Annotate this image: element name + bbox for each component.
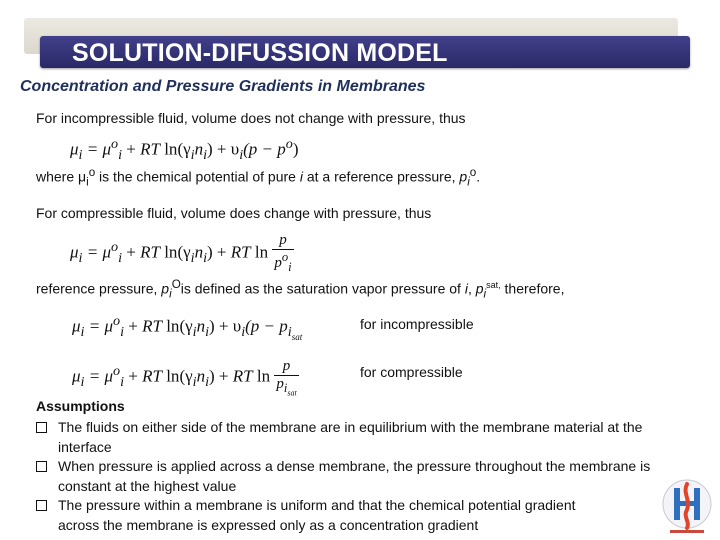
eq-symbol: (p − p: [245, 316, 288, 336]
eq-sup: o: [285, 136, 293, 152]
eq-symbol: RT: [140, 139, 160, 159]
text-part: is defined as the saturation vapor pressure of: [180, 280, 465, 297]
eq-symbol: + υ: [212, 139, 240, 159]
text-saturation-pressure: [36, 278, 564, 300]
eq-sup: o: [111, 238, 119, 255]
eq-symbol: n: [196, 366, 206, 386]
equation-compressible-general: [70, 232, 294, 275]
eq-sub: i: [120, 374, 125, 391]
text-compressible-intro: For compressible fluid, volume does change with pressure, thus: [36, 205, 432, 221]
eq-symbol: = μ: [82, 139, 111, 159]
eq-sub: i: [192, 374, 197, 391]
eq-symbol: +: [214, 366, 233, 386]
text-part: reference pressure,: [36, 280, 162, 297]
eq-sup: o: [281, 250, 289, 264]
eq-sub: [283, 381, 297, 398]
text-italic: p: [459, 168, 468, 185]
eq-sub: [288, 324, 302, 340]
text-sup: o: [88, 166, 96, 179]
equation-compressible-saturation: [72, 358, 299, 398]
eq-symbol: ): [209, 316, 215, 336]
text-sup: sat,: [486, 280, 501, 290]
assumptions-heading: Assumptions: [36, 398, 125, 414]
eq-sub: i: [239, 147, 244, 164]
text-italic: i: [299, 168, 303, 185]
eq-symbol: ln: [161, 366, 180, 386]
eq-symbol: μ: [72, 316, 81, 336]
eq-symbol: +: [212, 242, 231, 262]
eq-sub-i: i: [287, 324, 292, 341]
eq-symbol: (γ: [179, 316, 193, 336]
fraction: [272, 232, 293, 275]
text-sub: i: [86, 175, 89, 189]
eq-symbol: ): [209, 366, 215, 386]
list-item-text: The fluids on either side of the membrane are in equilibrium with the membrane material at the interface: [58, 419, 643, 455]
eq-symbol: RT: [232, 366, 253, 386]
equation-incompressible-saturation: [72, 313, 302, 342]
eq-symbol: (γ: [177, 242, 191, 262]
eq-symbol: +: [122, 242, 141, 262]
list-item: [36, 457, 686, 496]
eq-symbol: μ: [72, 366, 81, 386]
eq-symbol: ln: [250, 242, 269, 262]
eq-sub: i: [120, 324, 125, 341]
eq-symbol: = μ: [84, 366, 113, 386]
text-sub: i: [483, 287, 487, 301]
eq-sub: i: [205, 374, 209, 391]
eq-sup: o: [111, 136, 119, 152]
eq-sub-i: i: [283, 381, 288, 395]
eq-symbol: +: [124, 316, 143, 336]
eq-sub: i: [192, 324, 197, 341]
eq-symbol: p: [274, 255, 282, 271]
text-part: is the chemical potential of pure: [95, 168, 300, 185]
eq-sub-sat: sat: [287, 388, 297, 398]
eq-symbol: ln: [159, 139, 178, 159]
eq-sub: i: [78, 249, 83, 266]
eq-symbol: = μ: [82, 242, 111, 262]
fraction-numerator: p: [274, 358, 298, 376]
eq-sub: i: [288, 260, 292, 274]
label-incompressible: for incompressible: [360, 316, 474, 332]
eq-sub: i: [190, 249, 195, 266]
eq-symbol: μ: [70, 139, 79, 159]
checkbox-bullet-icon: [36, 461, 47, 472]
label-compressible: for compressible: [360, 364, 463, 380]
text-reference-pressure: [36, 166, 480, 188]
eq-sub: i: [78, 147, 83, 164]
eq-sub: i: [205, 324, 209, 341]
list-item-text: The pressure within a membrane is uniform and that the chemical potential gradient across the membrane is expressed only as a concentration gradient: [58, 497, 576, 533]
list-item-text: When pressure is applied across a dense membrane, the pressure throughout the membrane is constant at the highest value: [58, 458, 651, 494]
text-sup: O: [171, 278, 181, 291]
text-italic: i: [464, 280, 468, 297]
eq-sub: i: [118, 249, 123, 266]
fraction-denominator: [272, 250, 293, 275]
eq-symbol: ): [292, 139, 299, 159]
eq-symbol: ln: [161, 316, 180, 336]
checkbox-bullet-icon: [36, 422, 47, 433]
section-subtitle: Concentration and Pressure Gradients in Membranes: [20, 78, 426, 95]
text-sub: i: [169, 287, 172, 301]
text-part: at a reference pressure,: [302, 168, 460, 185]
equation-incompressible-general: [70, 136, 299, 164]
text-incompressible-intro: For incompressible fluid, volume does not change with pressure, thus: [36, 110, 466, 126]
text-part: where μ: [36, 168, 87, 185]
eq-symbol: n: [194, 139, 204, 159]
eq-symbol: p: [276, 376, 284, 392]
text-part: .: [476, 168, 481, 185]
text-sup: o: [469, 166, 477, 179]
list-item: [36, 418, 686, 457]
eq-symbol: μ: [70, 242, 79, 262]
eq-sub: i: [80, 374, 85, 391]
eq-symbol: RT: [230, 242, 251, 262]
eq-sub: i: [203, 147, 207, 164]
text-italic: p: [475, 280, 484, 297]
assumptions-list: [36, 418, 686, 535]
fraction: [274, 358, 298, 398]
eq-symbol: RT: [142, 316, 162, 336]
eq-sup: o: [113, 313, 121, 329]
eq-symbol: ln: [159, 242, 178, 262]
eq-sub: i: [203, 249, 207, 266]
eq-symbol: ln: [252, 366, 271, 386]
text-sub: i: [467, 175, 470, 189]
eq-sub: i: [80, 324, 85, 341]
eq-symbol: (γ: [177, 139, 191, 159]
list-item: [36, 496, 686, 535]
text-part: therefore,: [500, 280, 565, 297]
page-title: SOLUTION-DIFUSSION MODEL: [72, 39, 448, 67]
eq-sub: i: [241, 324, 246, 341]
eq-symbol: (p − p: [243, 139, 286, 159]
eq-symbol: ): [207, 139, 213, 159]
eq-symbol: +: [122, 139, 141, 159]
eq-symbol: RT: [142, 366, 162, 386]
university-logo-icon: [660, 478, 714, 536]
text-part: ,: [467, 280, 476, 297]
eq-sub-sat: sat: [291, 331, 303, 342]
eq-symbol: = μ: [84, 316, 113, 336]
eq-symbol: (γ: [179, 366, 193, 386]
eq-sub: i: [118, 147, 123, 164]
checkbox-bullet-icon: [36, 500, 47, 511]
text-italic: p: [161, 280, 170, 297]
eq-symbol: + υ: [214, 316, 242, 336]
fraction-numerator: p: [272, 232, 293, 250]
eq-symbol: +: [124, 366, 143, 386]
eq-symbol: n: [194, 242, 204, 262]
eq-symbol: n: [196, 316, 206, 336]
eq-symbol: RT: [140, 242, 160, 262]
eq-sub: i: [190, 147, 195, 164]
fraction-denominator: [274, 376, 298, 398]
eq-sup: o: [113, 363, 121, 379]
eq-symbol: ): [207, 242, 213, 262]
